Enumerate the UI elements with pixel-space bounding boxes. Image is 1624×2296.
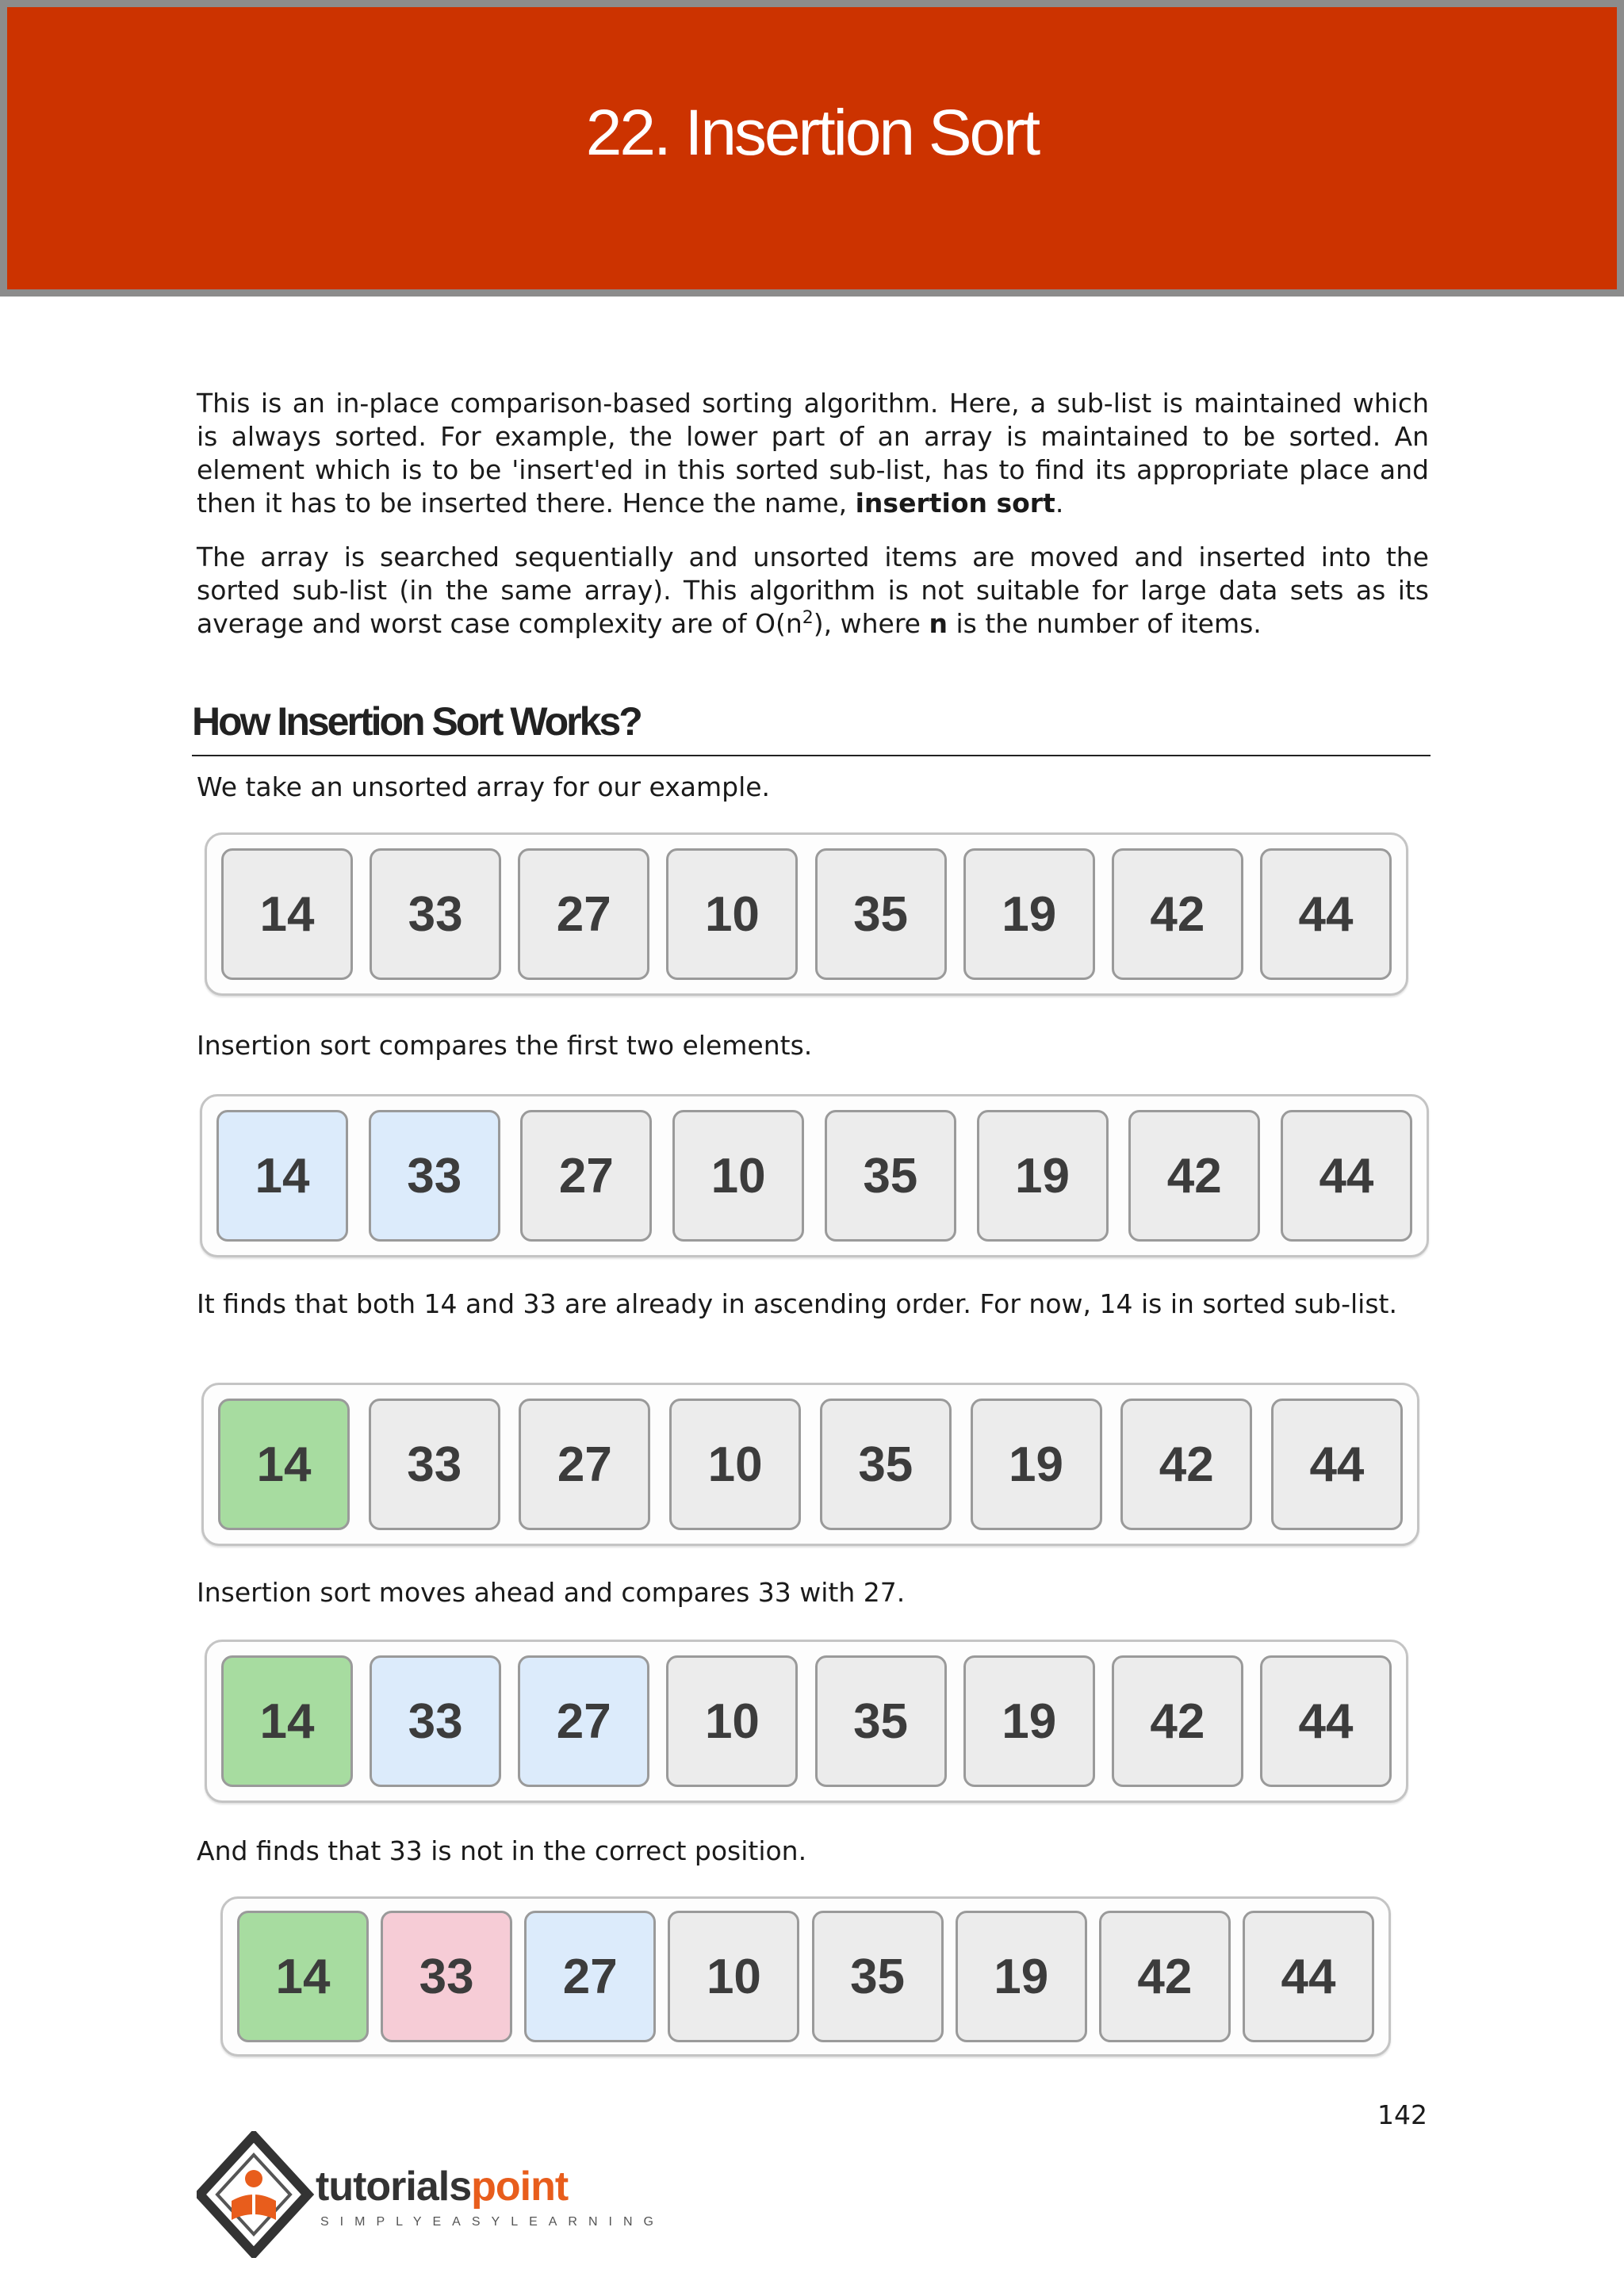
step-caption: Insertion sort moves ahead and compares 33 with 27. (197, 1577, 906, 1608)
array-cell: 27 (520, 1110, 652, 1242)
array-cell: 27 (518, 1655, 649, 1787)
intro-p1-end: . (1055, 488, 1064, 519)
array-cell: 19 (956, 1911, 1087, 2042)
intro-p1-text: This is an in-place comparison-based sorting algorithm. Here, a sub-list is maintained which is always sorted. For example, the lower part of an array is maintained to be sorted. An element which is to be 'insert'ed in this sorted sub-list, has to find its appropriate place and then it has to be inserted there. Hence the name, (197, 388, 1429, 519)
array-cell: 42 (1128, 1110, 1260, 1242)
array-cell: 35 (815, 848, 947, 980)
intro-p2-end: is the number of items. (947, 608, 1262, 639)
array-cell: 27 (518, 848, 649, 980)
array-cell: 44 (1260, 1655, 1392, 1787)
page-number: 142 (1377, 2099, 1427, 2130)
array-cell: 14 (237, 1911, 369, 2042)
array-cell: 19 (963, 1655, 1095, 1787)
array-cell: 27 (519, 1399, 650, 1530)
array-cell: 19 (977, 1110, 1109, 1242)
array-cell: 44 (1271, 1399, 1403, 1530)
intro-p1-bold: insertion sort (855, 488, 1055, 519)
intro-paragraph-2 (197, 541, 1429, 641)
array-cell: 35 (820, 1399, 952, 1530)
array-diagram (220, 1896, 1391, 2057)
array-cell: 42 (1112, 1655, 1243, 1787)
step-caption: Insertion sort compares the first two elements. (197, 1030, 813, 1061)
array-cell: 19 (971, 1399, 1102, 1530)
logo-diamond-icon (197, 2131, 316, 2258)
logo-wordmark (316, 2163, 568, 2210)
array-cell: 35 (815, 1655, 947, 1787)
array-cell: 33 (369, 1110, 500, 1242)
array-cell: 10 (668, 1911, 799, 2042)
array-cell: 42 (1120, 1399, 1252, 1530)
array-cell: 33 (369, 1399, 500, 1530)
array-cell: 33 (370, 1655, 501, 1787)
array-cell: 10 (666, 1655, 798, 1787)
logo-main: tutorials (316, 2164, 472, 2210)
array-cell: 33 (381, 1911, 512, 2042)
array-cell: 27 (524, 1911, 656, 2042)
array-cell: 10 (672, 1110, 804, 1242)
intro-paragraph-1 (197, 387, 1429, 520)
step-caption: It finds that both 14 and 33 are already in ascending order. For now, 14 is in sorted sub-list. (197, 1288, 1397, 1319)
array-diagram (205, 1640, 1408, 1803)
array-diagram (205, 832, 1408, 996)
step-caption: We take an unsorted array for our example. (197, 771, 771, 802)
section-heading: How Insertion Sort Works? (192, 698, 1431, 756)
array-cell: 44 (1281, 1110, 1412, 1242)
array-cell: 44 (1260, 848, 1392, 980)
chapter-banner (0, 0, 1624, 297)
array-cell: 42 (1099, 1911, 1231, 2042)
tutorialspoint-logo (197, 2131, 665, 2258)
intro-p2-sup: 2 (802, 608, 814, 628)
intro-p2-text: The array is searched sequentially and unsorted items are moved and inserted into the sorted sub-list (in the same array). This algorithm is not suitable for large data sets as its average and worst case complexity are of O(n (197, 541, 1429, 639)
intro-p2-mid: ), where (813, 608, 929, 639)
array-cell: 10 (669, 1399, 801, 1530)
array-cell: 14 (218, 1399, 350, 1530)
intro-text (197, 387, 1429, 641)
array-cell: 10 (666, 848, 798, 980)
array-cell: 44 (1243, 1911, 1374, 2042)
array-cell: 19 (963, 848, 1095, 980)
logo-tagline: SIMPLYEASYLEARNING (320, 2215, 665, 2229)
array-cell: 33 (370, 848, 501, 980)
array-cell: 35 (812, 1911, 944, 2042)
logo-accent: point (471, 2164, 569, 2210)
array-cell: 14 (221, 1655, 353, 1787)
array-cell: 14 (216, 1110, 348, 1242)
step-caption: And finds that 33 is not in the correct position. (197, 1835, 807, 1866)
array-cell: 42 (1112, 848, 1243, 980)
chapter-title: 22. Insertion Sort (585, 97, 1039, 169)
array-cell: 35 (825, 1110, 956, 1242)
array-cell: 14 (221, 848, 353, 980)
array-diagram (201, 1383, 1419, 1546)
intro-p2-bold: n (929, 608, 948, 639)
array-diagram (200, 1094, 1429, 1257)
